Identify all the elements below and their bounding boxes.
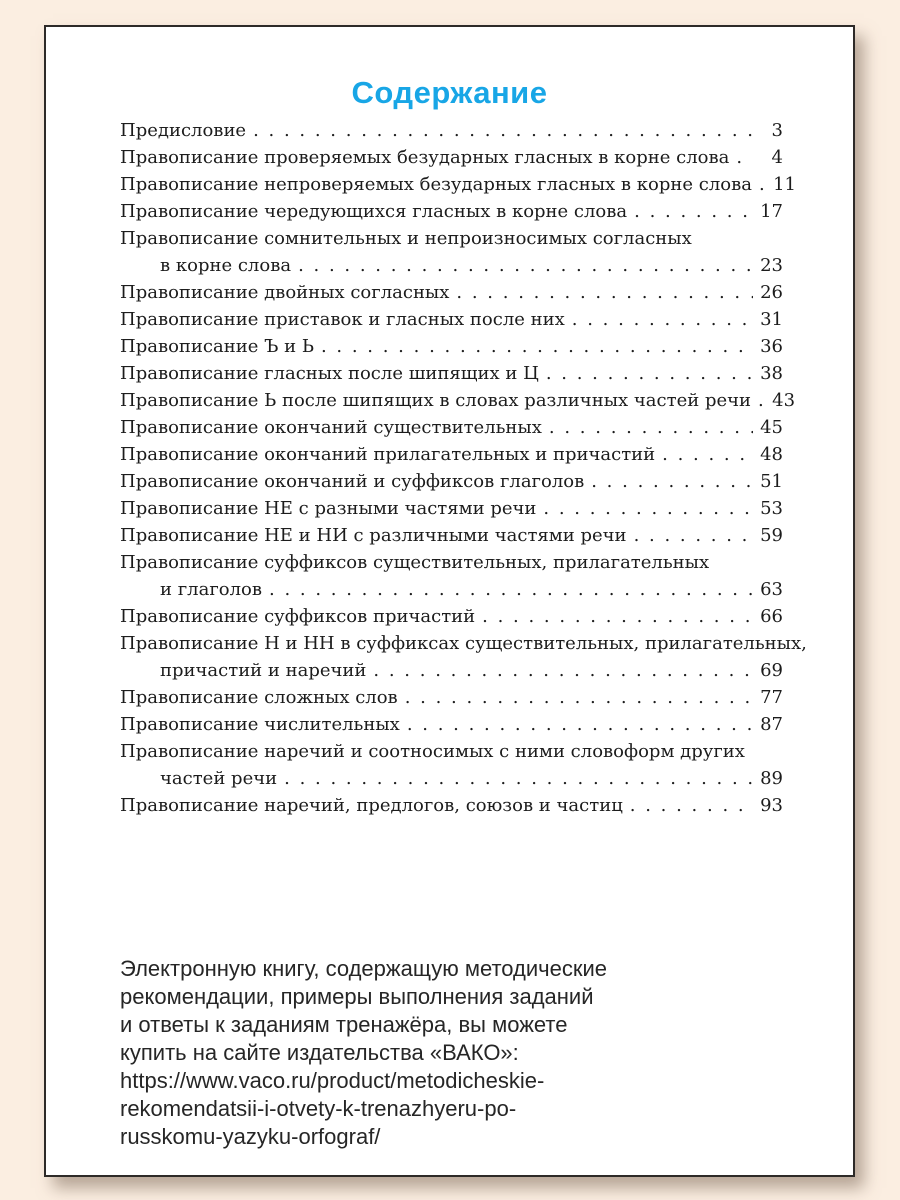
toc-page-number: 3 (771, 120, 783, 141)
toc-entry-line (120, 441, 783, 468)
dot-leader (539, 360, 753, 387)
dot-leader (449, 279, 753, 306)
toc-entry-line (120, 198, 783, 225)
dot-leader (584, 468, 753, 495)
toc-entry-line (120, 576, 783, 603)
toc-page-number: 69 (760, 660, 783, 681)
dot-leader (314, 333, 753, 360)
toc-entry-title: Правописание суффиксов причастий (120, 606, 476, 627)
toc-page-number: 63 (760, 579, 783, 600)
toc-entry-title: Правописание сомнительных и непроизносимых согласных (120, 228, 692, 249)
dot-leader (751, 387, 765, 414)
toc-entry-line (120, 225, 783, 252)
toc-entry-title: Правописание гласных после шипящих и Ц (120, 363, 539, 384)
toc-entry-title: причастий и наречий (160, 660, 367, 681)
toc-page-number: 48 (760, 444, 783, 465)
book-page (44, 25, 855, 1177)
toc-entry-title: Правописание Ъ и Ь (120, 336, 314, 357)
page-title: Содержание (351, 75, 548, 110)
toc-entry-title: частей речи (160, 768, 278, 789)
dot-leader (565, 306, 753, 333)
toc-page-number: 17 (760, 201, 783, 222)
toc-page-number: 66 (760, 606, 783, 627)
toc-entry-line (120, 171, 796, 198)
toc-page-number: 26 (760, 282, 783, 303)
publisher-note-line: Электронную книгу, содержащую методические (120, 956, 607, 981)
toc-entry-title: Правописание окончаний существительных (120, 417, 542, 438)
dot-leader (729, 144, 753, 171)
toc-entry-title: Правописание чередующихся гласных в корне слова (120, 201, 628, 222)
toc-entry-title: Правописание окончаний и суффиксов глаголов (120, 471, 585, 492)
toc-entry-line (120, 144, 783, 171)
toc-entry-line (120, 792, 783, 819)
publisher-note-line: https://www.vaco.ru/product/metodicheskie- (120, 1068, 545, 1093)
toc-entry-title: Правописание наречий и соотносимых с ними словоформ других (120, 741, 745, 762)
toc-page-number: 87 (760, 714, 783, 735)
dot-leader (623, 792, 753, 819)
toc-page-number: 38 (760, 363, 783, 384)
toc-entry-line (120, 603, 783, 630)
dot-leader (542, 414, 753, 441)
toc-entry-line (120, 630, 807, 657)
toc-entry-line (120, 360, 783, 387)
toc-entry-title: в корне слова (160, 255, 292, 276)
toc-entry-title: Правописание суффиксов существительных, прилагательных (120, 552, 710, 573)
toc-page-number: 93 (760, 795, 783, 816)
toc-page-number: 36 (760, 336, 783, 357)
dot-leader (475, 603, 753, 630)
toc-page-number: 45 (760, 417, 783, 438)
publisher-note-line: рекомендации, примеры выполнения заданий (120, 984, 594, 1009)
publisher-note-line: russkomu-yazyku-orfograf/ (120, 1124, 381, 1149)
toc-page-number: 23 (760, 255, 783, 276)
toc-entry-title: Правописание НЕ с разными частями речи (120, 498, 537, 519)
dot-leader (627, 198, 753, 225)
dot-leader (627, 522, 753, 549)
toc-entry-title: Правописание приставок и гласных после них (120, 309, 565, 330)
toc-entry-line (120, 711, 783, 738)
table-of-contents (120, 117, 807, 819)
publisher-note-line: rekomendatsii-i-otvety-k-trenazhyeru-po- (120, 1096, 517, 1121)
toc-entry-line (120, 387, 796, 414)
dot-leader (398, 684, 753, 711)
toc-entry-line (120, 684, 783, 711)
dot-leader (752, 171, 766, 198)
toc-entry-line (120, 765, 783, 792)
dot-leader (291, 252, 753, 279)
toc-entry-title: Правописание НЕ и НИ с различными частями речи (120, 525, 627, 546)
toc-entry-line (120, 738, 783, 765)
dot-leader (277, 765, 753, 792)
toc-entry-line (120, 522, 783, 549)
toc-page-number: 59 (760, 525, 783, 546)
toc-entry-line (120, 549, 783, 576)
toc-entry-line (120, 117, 783, 144)
toc-page-number: 11 (773, 174, 796, 195)
toc-entry-line (120, 333, 783, 360)
dot-leader (262, 576, 753, 603)
toc-entry-title: Правописание наречий, предлогов, союзов и частиц (120, 795, 623, 816)
dot-leader (655, 441, 753, 468)
toc-entry-line (120, 252, 783, 279)
toc-entry-title: Правописание сложных слов (120, 687, 398, 708)
toc-entry-line (120, 414, 783, 441)
toc-entry-title: Правописание Ь после шипящих в словах различных частей речи (120, 390, 752, 411)
publisher-note (120, 955, 793, 1151)
toc-entry-title: Правописание Н и НН в суффиксах существительных, прилагательных, (120, 633, 807, 654)
toc-entry-title: Правописание двойных согласных (120, 282, 450, 303)
toc-entry-title: Правописание непроверяемых безударных гласных в корне слова (120, 174, 752, 195)
toc-page-number: 77 (760, 687, 783, 708)
dot-leader (366, 657, 753, 684)
toc-page-number: 51 (760, 471, 783, 492)
toc-entry-title: Правописание окончаний прилагательных и причастий (120, 444, 656, 465)
toc-entry-title: Правописание проверяемых безударных гласных в корне слова (120, 147, 730, 168)
toc-page-number: 89 (760, 768, 783, 789)
toc-page-number: 4 (771, 147, 783, 168)
dot-leader (400, 711, 753, 738)
publisher-note-line: и ответы к заданиям тренажёра, вы можете (120, 1012, 568, 1037)
dot-leader (536, 495, 753, 522)
toc-entry-title: Правописание числительных (120, 714, 400, 735)
dot-leader (246, 117, 753, 144)
toc-page-number: 31 (760, 309, 783, 330)
toc-entry-line (120, 495, 783, 522)
toc-entry-line (120, 468, 783, 495)
toc-entry-line (120, 657, 783, 684)
toc-entry-title: Предисловие (120, 120, 247, 141)
toc-entry-line (120, 306, 783, 333)
toc-entry-title: и глаголов (160, 579, 262, 600)
toc-page-number: 53 (760, 498, 783, 519)
toc-page-number: 43 (772, 390, 796, 411)
publisher-note-line: купить на сайте издательства «ВАКО»: (120, 1040, 519, 1065)
toc-entry-line (120, 279, 783, 306)
